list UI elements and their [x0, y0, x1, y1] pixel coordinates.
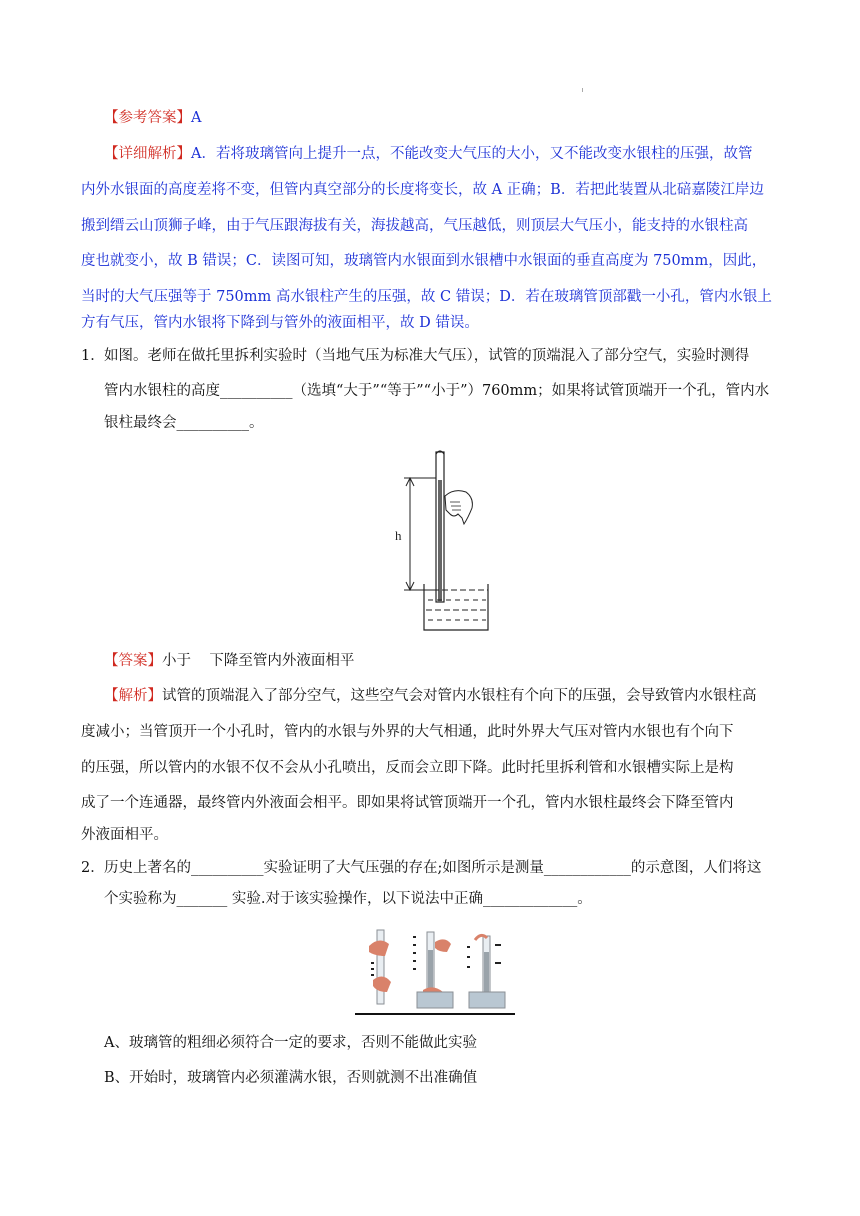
- reference-answer: [104, 108, 201, 128]
- explain-label: 【解析】: [104, 688, 162, 704]
- question-1-answer: [104, 651, 354, 671]
- hand-icon: [445, 491, 472, 524]
- question-2-line-1: 历史上著名的__________实验证明了大气压强的存在;如图所示是测量____________的示意图，人们将这: [104, 860, 762, 876]
- explanation-line-1: 【详细解析】A．若将玻璃管向上提升一点，不能改变大气压的大小，又不能改变水银柱的压强，故管: [104, 146, 753, 162]
- explanation-line-3: 搬到缙云山顶狮子峰，由于气压跟海拔有关，海拔越高，气压越低，则顶层大气压小，能支持的水银柱高: [81, 218, 748, 234]
- explanation-line-6: 方有气压，管内水银将下降到与管外的液面相平，故 D 错误。: [81, 315, 479, 331]
- question-1-explain-line-4: 成了一个连通器，最终管内外液面会相平。即如果将试管顶端开一个孔，管内水银柱最终会下降至管内: [81, 795, 734, 811]
- question-1-line-2: 管内水银柱的高度__________（选填“大于”“等于”“小于”）760mm；如果将试管顶端开一个孔，管内水: [104, 383, 770, 399]
- explanation-line-2: 内外水银面的高度差将不变，但管内真空部分的长度将变长，故 A 正确；B．若把此装置从北碚嘉陵江岸边: [81, 182, 764, 198]
- question-1-explain-line-1: 【解析】试管的顶端混入了部分空气，这些空气会对管内水银柱有个向下的压强，会导致管内水银柱高: [104, 688, 757, 704]
- reference-answer-value: A: [191, 110, 202, 126]
- question-1-line-1: 如图。老师在做托里拆利实验时（当地气压为标准大气压），试管的顶端混入了部分空气，实验时测得: [104, 348, 750, 364]
- question-2-line-2: 个实验称为_______ 实验.对于该实验操作，以下说法中正确_____________。: [104, 891, 592, 907]
- experiment-illustration: [355, 922, 515, 1016]
- option-b: B、开始时，玻璃管内必须灌满水银，否则就测不出准确值: [104, 1070, 478, 1086]
- height-label: h: [395, 528, 402, 543]
- reference-answer-label: 【参考答案】: [104, 110, 191, 126]
- question-1-explain-line-5: 外液面相平。: [81, 827, 168, 843]
- answer-label: 【答案】: [104, 653, 162, 669]
- question-1-line-3: 银柱最终会__________。: [104, 415, 264, 431]
- answer-value: 小于 下降至管内外液面相平: [162, 653, 355, 669]
- question-2-number: 2．: [81, 860, 105, 876]
- question-1-explain-line-2: 度减小；当管顶开一个小孔时，管内的水银与外界的大气相通，此时外界大气压对管内水银也有个向下: [81, 724, 734, 740]
- explanation-label: 【详细解析】: [104, 146, 191, 162]
- torricelli-figure: [388, 448, 498, 636]
- option-a: A、玻璃管的粗细必须符合一定的要求，否则不能做此实验: [104, 1035, 477, 1051]
- question-1-explain-line-3: 的压强，所以管内的水银不仅不会从小孔喷出，反而会立即下降。此时托里拆利管和水银槽实际上是构: [81, 760, 734, 776]
- page-mark: [582, 88, 583, 92]
- mercury-column: [438, 480, 442, 602]
- explanation-line-4: 度也就变小，故 B 错误；C．读图可知，玻璃管内水银面到水银槽中水银面的垂直高度为 750mm，因此，: [81, 253, 767, 269]
- mercury-trough: [424, 584, 488, 630]
- question-1-number: 1．: [81, 348, 105, 364]
- explanation-line-5: 当时的大气压强等于 750mm 高水银柱产生的压强，故 C 错误；D．若在玻璃管顶部戳一小孔，管内水银上: [81, 289, 772, 305]
